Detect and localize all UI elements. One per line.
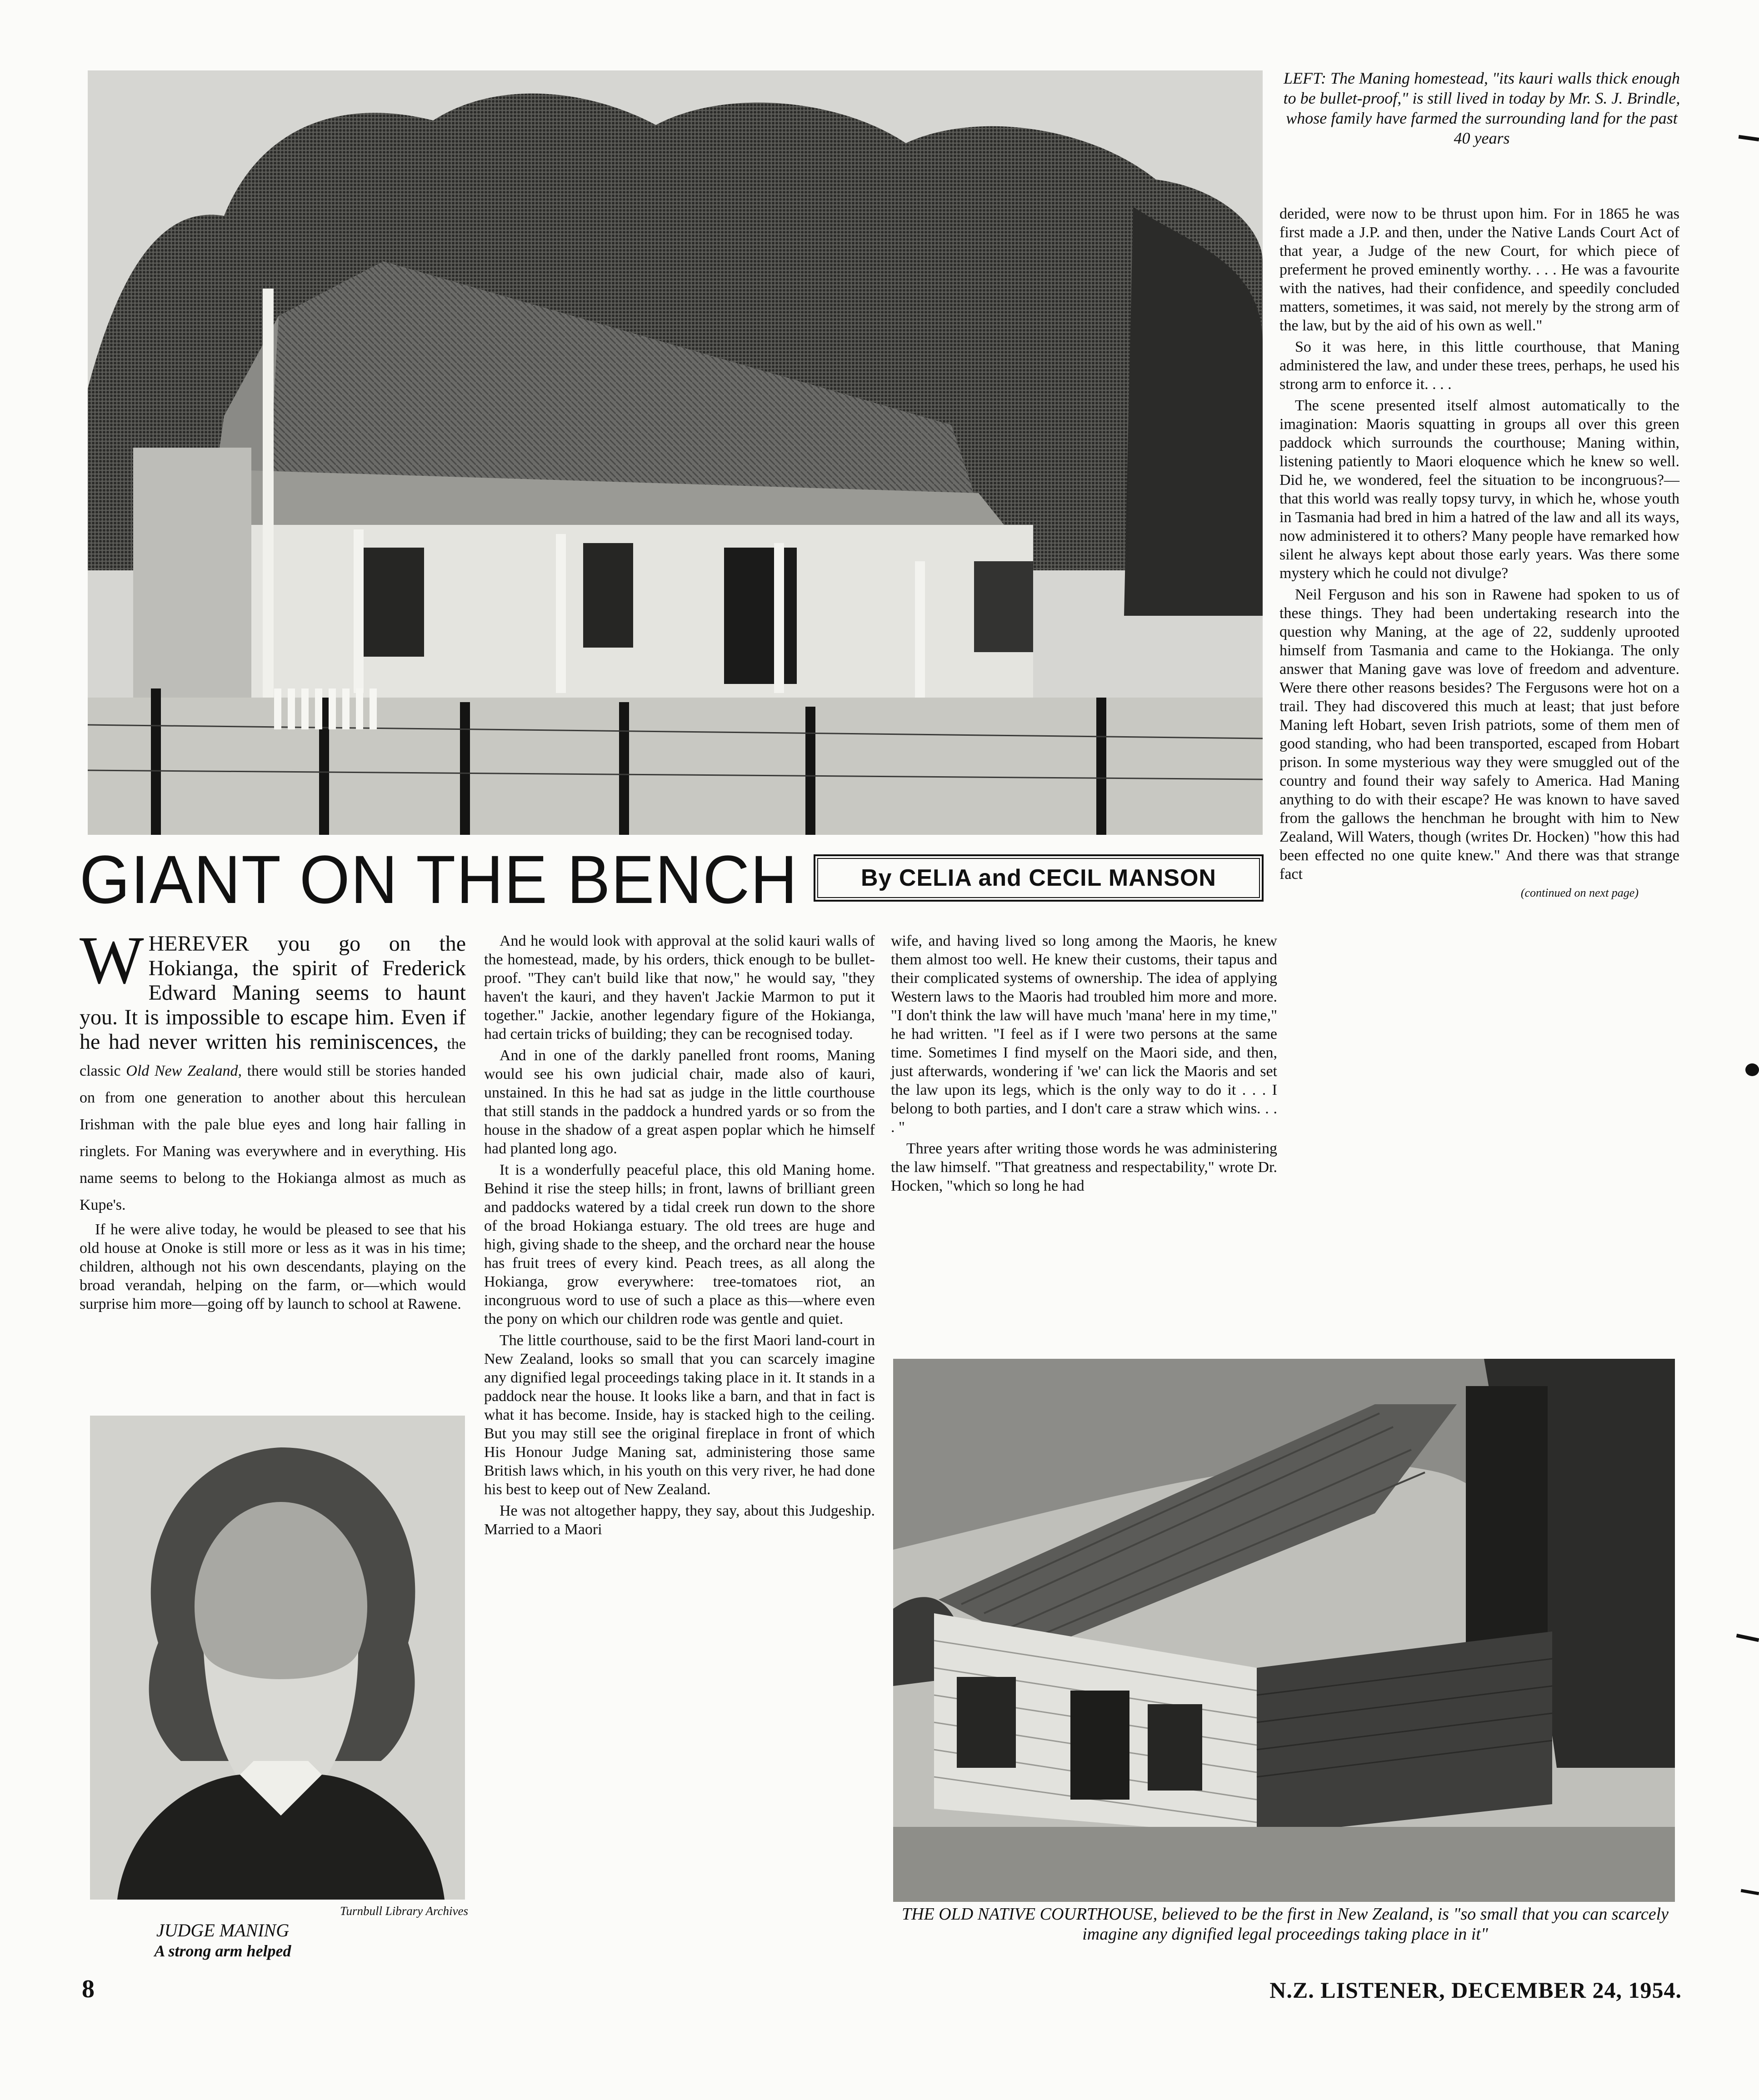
courthouse-caption-lead: THE OLD NATIVE COURTHOUSE, [901, 1905, 1158, 1924]
homestead-caption: LEFT: The Maning homestead, "its kauri walls thick enough to be bullet-proof," is still lived in today by Mr. S. J. Brindle, whose family have farmed the surrounding land for the past 40 years [1283, 69, 1680, 147]
paragraph: And he would look with approval at the solid kauri walls of the homestead, made, by his orders, thick enough to be bullet-proof. "They can't build like that now," he would say, "they haven't the kauri, and they haven't Jackie Marmon to put it together." Jackie, another legendary figure of the Hokianga, had certain tricks of building; they can be recognised today. [484, 933, 875, 1043]
article-column-2 [484, 932, 875, 1541]
article-column-1 [80, 923, 466, 1316]
portrait-credit: Turnbull Library Archives [340, 1904, 468, 1918]
portrait-caption [91, 1920, 464, 1961]
judge-maning-portrait [90, 1416, 465, 1900]
byline: By CELIA and CECIL MANSON [861, 865, 1216, 891]
paragraph: So it was here, in this little courthouse, that Maning administered the law, and under these trees, perhaps, he used his strong arm to enforce it. . . . [1279, 339, 1679, 393]
scan-mark [1741, 1889, 1759, 1895]
continued-note: (continued on next page) [1520, 886, 1639, 899]
scan-mark [1736, 1634, 1759, 1642]
publication-line: N.Z. LISTENER, DECEMBER 24, 1954. [1269, 1977, 1682, 2003]
article-title: GIANT ON THE BENCH [80, 841, 798, 918]
intro-text-1: the classic [80, 1036, 466, 1079]
book-title: Old New Zealand, [126, 1062, 242, 1079]
paragraph: Neil Ferguson and his son in Rawene had spoken to us of these things. They had been undertaking research into the question why Maning, at the age of 22, suddenly uprooted himself from Tasmania and came to the Hokianga. The only answer that Maning gave was love of freedom and adventure. Were there other reasons besides? The Fergusons were hot on a trail. They had discovered this much at least; that just before Maning left Hobart, seven Irish patriots, some of them men of good standing, who had been transported, escaped from Hobart prison. In some mysterious way they were smuggled out of the country and found their way safely to America. Had Maning anything to do with their escape? He was known to have saved from the gallows the henchman he brought with him to New Zealand, Will Waters, though (writes Dr. Hocken) "how this had been effected no one quite knew." And there was that strange fact [1279, 586, 1679, 883]
portrait-caption-sub: A strong arm helped [154, 1942, 291, 1960]
intro-paragraph [80, 923, 466, 1217]
homestead-photo-illustration [88, 70, 1263, 835]
paragraph: derided, were now to be thrust upon him. For in 1865 he was first made a J.P. and then, under the Native Lands Court Act of that year, a Judge of the new Court, for which piece of preferment he proved eminently worthy. . . . He was a favourite with the natives, had their confidence, and speedily concluded matters, sometimes, it was said, not merely by the strong arm of the law, but by the aid of his own as well." [1279, 205, 1679, 334]
paragraph: Three years after writing those words he was administering the law himself. "That greatness and respectability," wrote Dr. Hocken, "which so long he had [891, 1140, 1277, 1194]
portrait-caption-title: JUDGE MANING [156, 1920, 290, 1940]
paragraph: And in one of the darkly panelled front rooms, Maning would see his own judicial chair, made also of kauri, unstained. In this he had sat as judge in the little courthouse that still stands in the paddock a hundred yards or so from the house in the shadow of a great aspen poplar which he himself had planted long ago. [484, 1047, 875, 1157]
paragraph: The scene presented itself almost automatically to the imagination: Maoris squatting in groups all over this green paddock which surrounds the courthouse; Maning within, listening patiently to Maori eloquence which he knew so well. Did he, we wondered, feel the situation to be incongruous?—that this world was really topsy turvy, in which he, whose youth in Tasmania had bred in him a hatred of the law and all its ways, now administered it to others? Many people have remarked how silent he always kept about those early years. Was there some mystery which he could not divulge? [1279, 397, 1679, 582]
page-number: 8 [82, 1975, 95, 2003]
paragraph: The little courthouse, said to be the first Maori land-court in New Zealand, looks so small that you can scarcely imagine any dignified legal proceedings taking place in it. It stands in a paddock near the house. It looks like a barn, and that in fact is what it has become. Inside, hay is stacked high to the ceiling. But you may still see the original fireplace in front of which His Honour Judge Maning sat, administering those same British laws which, in his youth on this very river, he had done his best to keep out of New Zealand. [484, 1332, 875, 1498]
courthouse-caption-rest: believed to be the first in New Zealand, is "so small that you can scarcely imagine any dignified legal proceedings taking place in it" [1082, 1905, 1669, 1944]
article-column-3 [891, 932, 1277, 1198]
portrait-illustration [90, 1416, 465, 1900]
intro-text-2: there would still be stories handed on from one generation to another about this herculean Irishman with the pale blue eyes and long hair falling in ringlets. For Maning was everywhere and in everything. His name seems to belong to the Hokianga almost as much as Kupe's. [80, 1062, 466, 1213]
courthouse-photo [893, 1359, 1675, 1902]
paragraph: It is a wonderfully peaceful place, this old Maning home. Behind it rise the steep hills; in front, lawns of brilliant green and paddocks watered by a tidal creek run down to the shore of the broad Hokianga estuary. The old trees are huge and high, giving shade to the sheep, and the orchard near the house has fruit trees of every kind. Peach trees, as all along the Hokianga, grow everywhere: tree-tomatoes riot, an incongruous word to use of such a place as this—where even the pony on which our children rode was gentle and quiet. [484, 1162, 875, 1327]
drop-cap: W [80, 923, 144, 998]
paragraph: He was not altogether happy, they say, about this Judgeship. Married to a Maori [484, 1502, 875, 1538]
courthouse-caption [895, 1904, 1675, 1944]
paragraph: wife, and having lived so long among the Maoris, he knew them almost too well. He knew their customs, their tapus and their complicated systems of ownership. The idea of applying Western laws to the Maoris had troubled him more and more. "I don't think the law will have much 'mana' here in my time," he had written. "I feel as if I were two persons at the same time. Sometimes I find myself on the Maori side, and then, just afterwards, wondering if 'we' can lick the Maoris and set the law upon its legs, which is the only way to do it . . . I belong to both parties, and I don't care a straw which wins. . . . " [891, 933, 1277, 1136]
article-column-4 [1279, 205, 1679, 900]
paragraph: If he were alive today, he would be pleased to see that his old house at Onoke is still more or less as it was in his time; children, although not his own descendants, playing on the broad verandah, helping on the farm, or—which would surprise him more—going off by launch to school at Rawene. [80, 1221, 466, 1312]
scan-mark [1739, 135, 1759, 141]
homestead-photo [88, 70, 1263, 835]
scan-mark [1745, 1063, 1759, 1076]
byline-box [814, 854, 1264, 902]
intro-lead: HEREVER you go on the Hokianga, the spirit of Frederick Edward Maning seems to haunt you. It is impossible to escape him. Even if he had never written his reminiscences, [80, 932, 466, 1054]
courthouse-photo-illustration [893, 1359, 1675, 1902]
